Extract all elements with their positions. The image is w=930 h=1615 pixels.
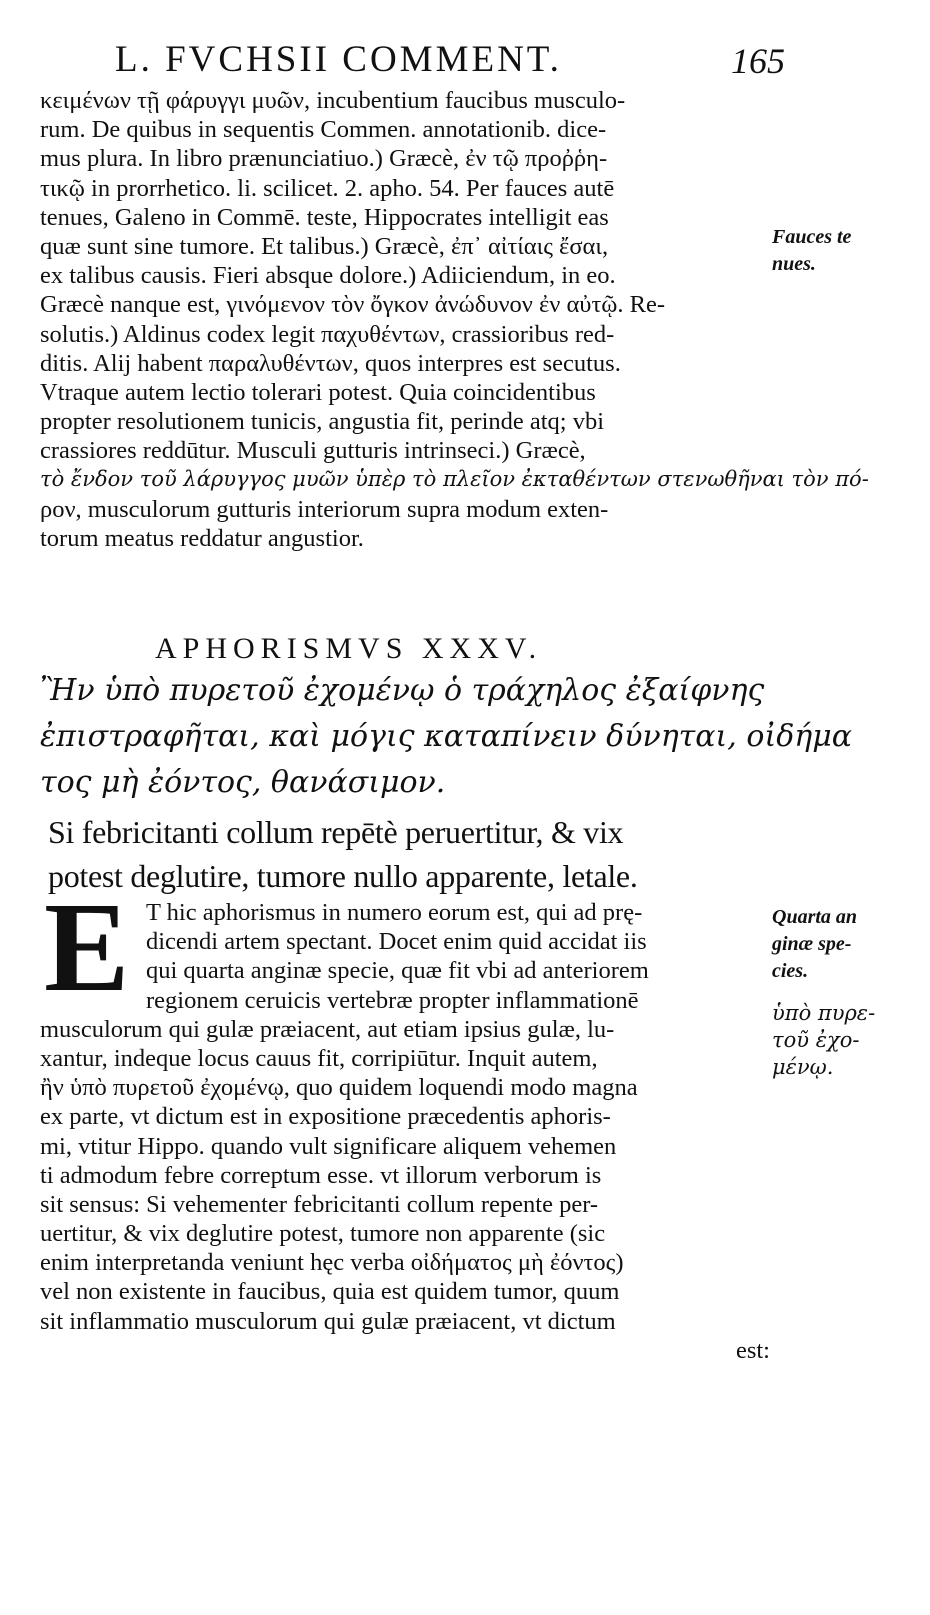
- text-line: ti admodum febre correptum esse. vt illorum verborum is: [40, 1161, 602, 1189]
- drop-capital: E: [44, 876, 130, 1018]
- margin-note-line: ginæ spe-: [772, 933, 852, 955]
- margin-note-line: Fauces te: [772, 226, 852, 248]
- margin-note-quarta: [772, 904, 857, 985]
- text-line: qui quarta anginæ specie, quæ fit vbi ad anteriorem: [146, 957, 649, 985]
- text-line: vel non existente in faucibus, quia est quidem tumor, quum: [40, 1278, 620, 1306]
- latin-line: Si febricitanti collum repētè peruertitur, & vix: [48, 814, 624, 850]
- text-line: propter resolutionem tunicis, angustia fit, perinde atq; vbi: [40, 408, 605, 436]
- page-header: [40, 38, 785, 82]
- text-line: τικῷ in prorrhetico. li. scilicet. 2. apho. 54. Per fauces autē: [40, 174, 615, 202]
- text-line: sit sensus: Si vehementer febricitanti collum repente per-: [40, 1190, 599, 1218]
- text-line: rum. De quibus in sequentis Commen. annotationib. dice-: [40, 116, 607, 144]
- text-line: torum meatus reddatur angustior.: [40, 524, 364, 552]
- page-number: 165: [731, 41, 785, 81]
- text-line: solutis.) Aldinus codex legit παχυθέντων, crassioribus red-: [40, 320, 615, 348]
- text-line: regionem ceruicis vertebræ propter inflammationē: [146, 986, 639, 1014]
- greek-line: ἐπιστραφῆται, καὶ μόγις καταπίνειν δύνηται, οἰδήμα: [40, 719, 852, 754]
- text-line: tenues, Galeno in Commē. teste, Hippocrates intelligit eas: [40, 203, 609, 231]
- margin-note-line: τοῦ ἐχο-: [772, 1028, 860, 1052]
- margin-note-line: μένῳ.: [772, 1055, 834, 1079]
- text-line: uertitur, & vix deglutire potest, tumore non apparente (sic: [40, 1220, 606, 1248]
- text-line: Græcè nanque est, γινόμενον τὸν ὄγκον ἀνώδυνον ἐν αὐτῷ. Re-: [40, 291, 666, 319]
- margin-note-line: nues.: [772, 253, 816, 275]
- margin-note-line: Quarta an: [772, 906, 858, 928]
- text-line: ρον, musculorum gutturis interiorum supra modum exten-: [40, 495, 609, 523]
- aphorism-latin: [48, 810, 778, 898]
- text-line: crassiores reddūtur. Musculi gutturis intrinseci.) Græcè,: [40, 437, 586, 465]
- text-line: Vtraque autem lectio tolerari potest. Quia coincidentibus: [40, 378, 596, 406]
- running-title: L. FVCHSII COMMENT.: [115, 39, 562, 80]
- greek-line: Ἢν ὑπὸ πυρετοῦ ἐχομένῳ ὁ τράχηλος ἐξαίφνης: [40, 673, 765, 708]
- text-line-last: est:: [735, 1336, 770, 1364]
- greek-line: τος μὴ ἐόντος, θανάσιμον.: [40, 765, 446, 800]
- text-line: mus plura. In libro prænunciatiuo.) Græcè, ἐν τῷ προῤῥη-: [40, 145, 608, 173]
- text-line: sit inflammatio musculorum qui gulæ præiacent, vt dictum: [40, 1307, 616, 1335]
- margin-note-hypo: [772, 1000, 875, 1081]
- text-line: mi, vtitur Hippo. quando vult significare aliquem vehemen: [40, 1132, 617, 1160]
- margin-note-line: cies.: [772, 960, 809, 982]
- aphorism-greek: [40, 668, 852, 806]
- text-line: T hic aphorismus in numero eorum est, qui ad prę-: [146, 899, 643, 926]
- text-line: quæ sunt sine tumore. Et talibus.) Græcè, ἐπ᾽ αἰτίαις ἔσαι,: [40, 232, 609, 260]
- text-line: dicendi artem spectant. Docet enim quid accidat iis: [146, 928, 647, 956]
- margin-note-fauces: [772, 224, 851, 278]
- text-line-greek: τὸ ἔνδον τοῦ λάρυγγος μυῶν ὑπὲρ τὸ πλεῖον ἐκταθέντων στενωθῆναι τὸν πό-: [40, 467, 869, 492]
- aphorism-heading: APHORISMVS XXXV.: [155, 632, 543, 665]
- latin-line: potest deglutire, tumore nullo apparente, letale.: [48, 858, 638, 894]
- text-line: ditis. Alij habent παραλυθέντων, quos interpres est secutus.: [40, 349, 621, 377]
- text-line: xantur, indeque locus cauus fit, corripiūtur. Inquit autem,: [40, 1044, 598, 1072]
- margin-note-line: ὑπὸ πυρε-: [772, 1001, 876, 1025]
- text-line: enim interpretanda veniunt hęc verba οἰδήματος μὴ ἐόντος): [40, 1249, 624, 1277]
- text-line: ex talibus causis. Fieri absque dolore.) Adiiciendum, in eo.: [40, 262, 616, 290]
- text-line: ex parte, vt dictum est in expositione præcedentis aphoris-: [40, 1103, 611, 1131]
- text-line: ἢν ὑπὸ πυρετοῦ ἐχομένῳ, quo quidem loquendi modo magna: [40, 1074, 638, 1102]
- text-line: musculorum qui gulæ præiacent, aut etiam ipsius gulæ, lu-: [40, 1015, 615, 1043]
- text-line: κειμένων τῇ φάρυγγι μυῶν, incubentium faucibus musculo-: [40, 87, 626, 114]
